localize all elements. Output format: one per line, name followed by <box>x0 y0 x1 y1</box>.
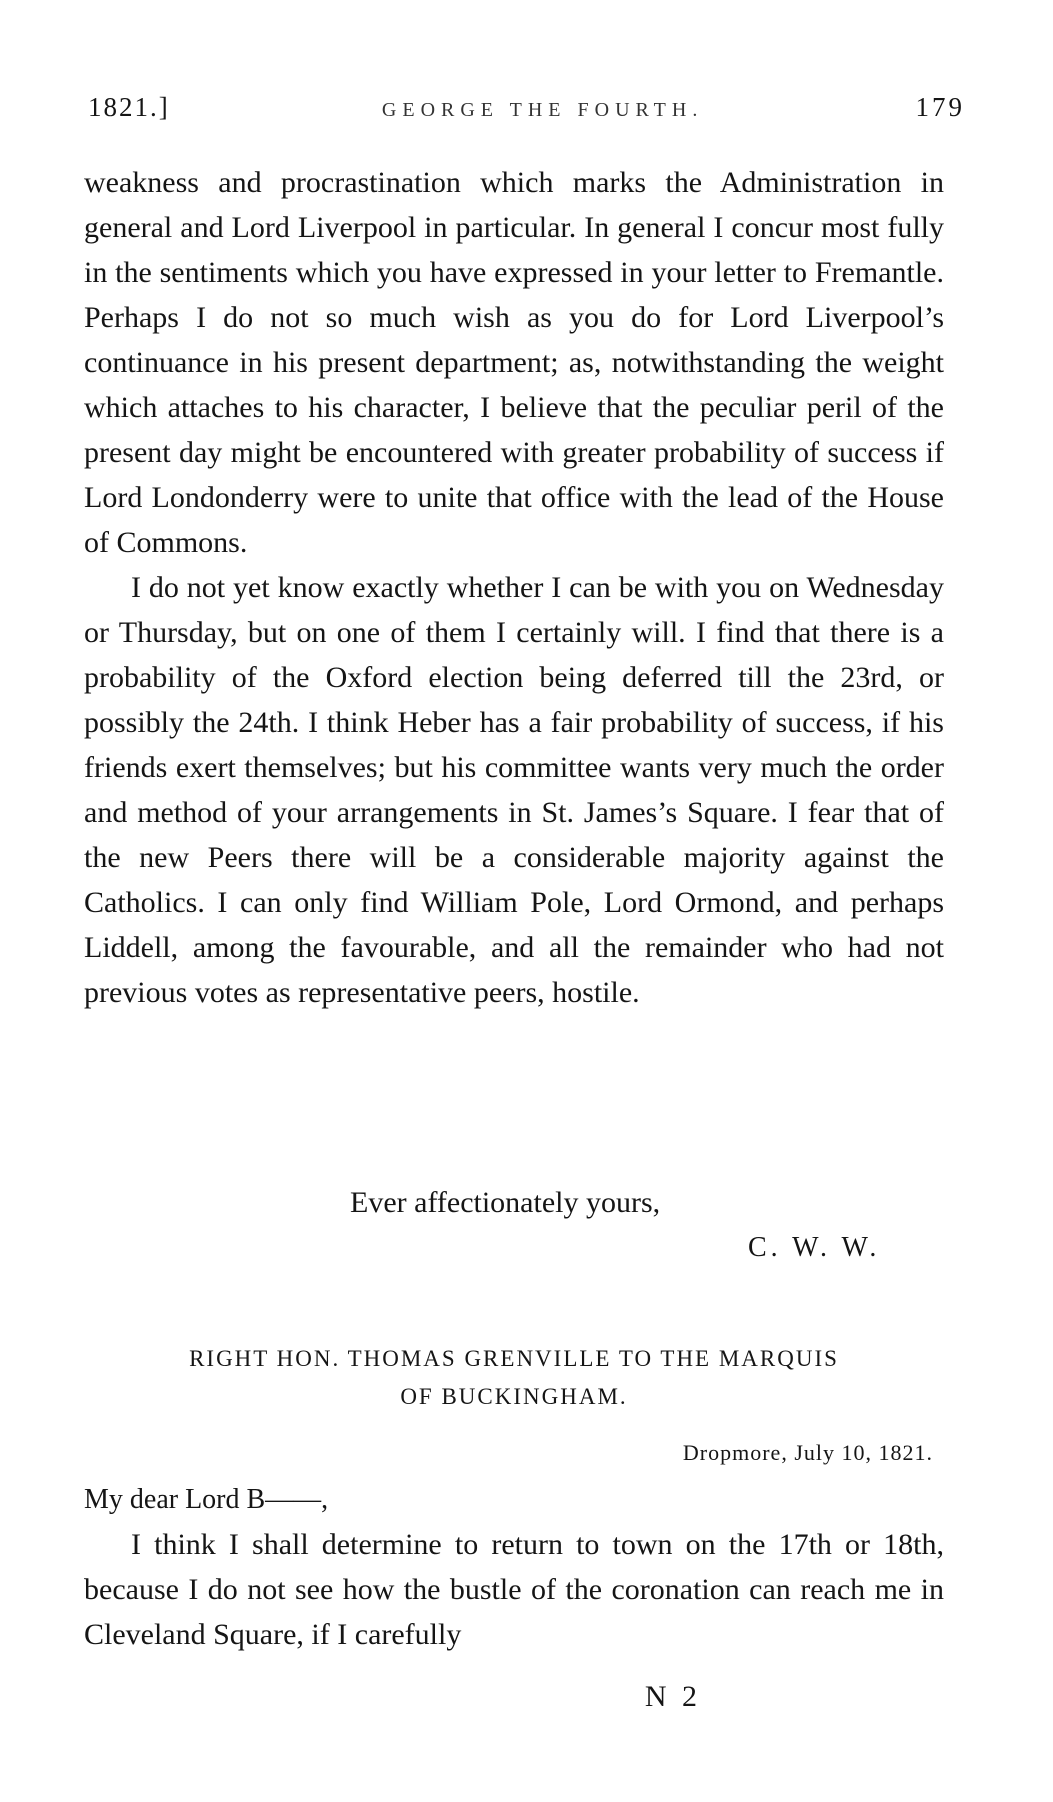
salutation: My dear Lord B——, <box>84 1484 329 1515</box>
heading-line: RIGHT HON. THOMAS GRENVILLE TO THE MARQUIS <box>189 1346 839 1371</box>
running-head-title: GEORGE THE FOURTH. <box>381 99 704 121</box>
heading-line: OF BUCKINGHAM. <box>400 1384 628 1409</box>
running-head-year: 1821.] <box>88 92 170 122</box>
signature-mark: N 2 <box>644 1680 701 1713</box>
paragraph: I think I shall determine to return to town on the 17th or 18th, because I do not see how the bustle of the coronation can reach me in Cleveland Square, if I carefully <box>84 1528 944 1651</box>
running-head <box>88 92 965 132</box>
signature: C. W. W. <box>748 1232 881 1263</box>
dateline: Dropmore, July 10, 1821. <box>682 1440 933 1465</box>
complimentary-close: Ever affectionately yours, <box>350 1186 661 1219</box>
page-number: 179 <box>915 92 965 122</box>
letter-body <box>84 160 944 1015</box>
paragraph: weakness and procrastination which marks the Administration in general and Lord Liverpool in particular. In general I concur most fully in the sentiments which you have expressed in your letter to Fremantle. Perhaps I do not so much wish as you do for Lord Liverpool’s continuance in his present department; as, notwithstanding the weight which attaches to his character, I believe that the peculiar peril of the present day might be encountered with greater probability of success if Lord Londonderry were to unite that office with the lead of the House of Commons. <box>84 166 944 559</box>
letter-body <box>84 1522 944 1657</box>
paragraph: I do not yet know exactly whether I can be with you on Wednesday or Thursday, but on one of them I certainly will. I find that there is a probability of the Oxford election being deferred till the 23rd, or possibly the 24th. I think Heber has a fair probability of success, if his friends exert themselves; but his committee wants very much the order and method of your arrangements in St. James’s Square. I fear that of the new Peers there will be a considerable majority against the Catholics. I can only find William Pole, Lord Ormond, and perhaps Liddell, among the favourable, and all the remainder who had not previous votes as representative peers, hostile. <box>84 571 944 1009</box>
letter-heading <box>84 1340 944 1416</box>
